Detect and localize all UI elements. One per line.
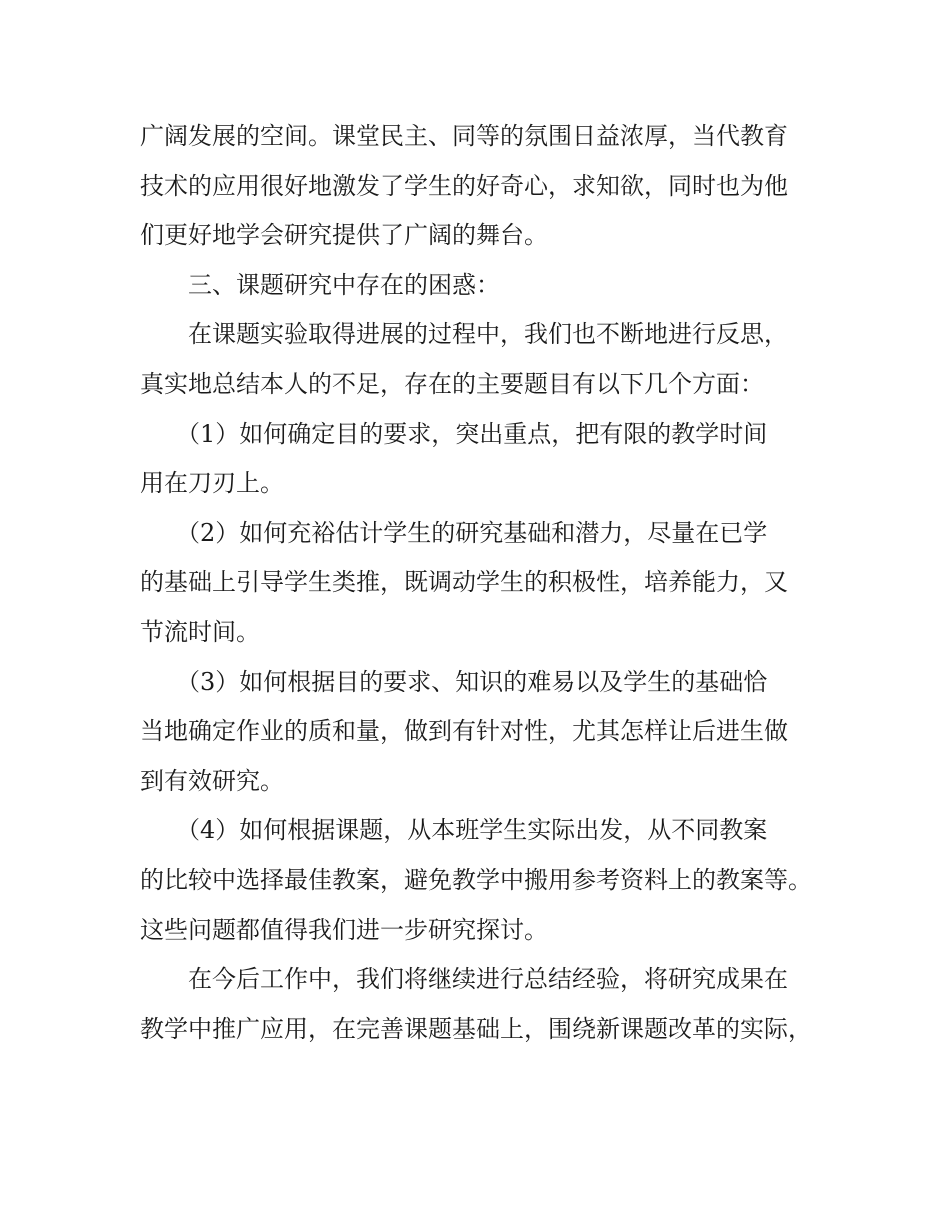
text-line: 用在刀刃上。 [140, 469, 284, 498]
list-item-4: （4）如何根据课题，从本班学生实际出发，从不同教案 [176, 816, 768, 845]
list-item-1: （1）如何确定目的要求，突出重点，把有限的教学时间 [176, 419, 768, 448]
text-line: 节流时间。 [140, 617, 260, 646]
text-line: 的基础上引导学生类推，既调动学生的积极性，培养能力，又 [140, 568, 788, 597]
text-line: 在今后工作中，我们将继续进行总结经验，将研究成果在 [188, 965, 788, 994]
text-line: 的比较中选择最佳教案，避免教学中搬用参考资料上的教案等。 [140, 865, 812, 894]
text-line: 教学中推广应用，在完善课题基础上，围绕新课题改革的实际， [140, 1014, 812, 1043]
section-heading: 三、课题研究中存在的困惑： [188, 270, 500, 299]
list-item-2: （2）如何充裕估计学生的研究基础和潜力，尽量在已学 [176, 518, 768, 547]
text-line: 这些问题都值得我们进一步研究探讨。 [140, 915, 548, 944]
text-line: 到有效研究。 [140, 766, 284, 795]
text-line: 们更好地学会研究提供了广阔的舞台。 [140, 221, 548, 250]
text-line: 当地确定作业的质和量，做到有针对性，尤其怎样让后进生做 [140, 717, 788, 746]
list-item-3: （3）如何根据目的要求、知识的难易以及学生的基础恰 [176, 667, 768, 696]
text-line: 在课题实验取得进展的过程中，我们也不断地进行反思， [188, 320, 788, 349]
text-line: 技术的应用很好地激发了学生的好奇心，求知欲，同时也为他 [140, 171, 788, 200]
text-line: 广阔发展的空间。课堂民主、同等的氛围日益浓厚，当代教育 [140, 122, 788, 150]
text-line: 真实地总结本人的不足，存在的主要题目有以下几个方面： [140, 369, 764, 398]
body-text [140, 112, 830, 1054]
